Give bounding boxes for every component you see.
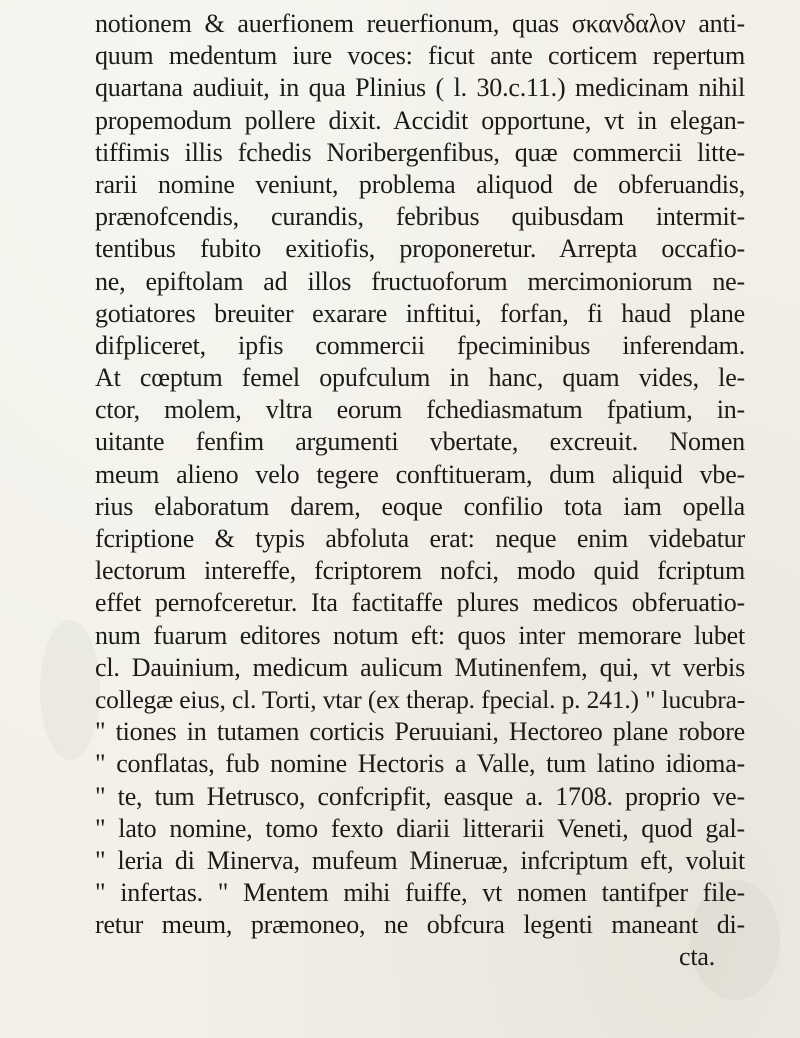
text-line: " te, tum Hetrusco, confcripfit, easque a. 1708. proprio ve- <box>95 781 745 811</box>
paper-stain <box>40 620 100 760</box>
text-line: cl. Dauinium, medicum aulicum Mutinenfem, qui, vt verbis <box>95 652 745 682</box>
text-line: uitante fenfim argumenti vbertate, excreuit. Nomen <box>95 427 745 457</box>
text-line: prænofcendis, curandis, febribus quibusdam intermit- <box>95 202 745 232</box>
text-line: rius elaboratum darem, eoque confilio tota iam opella <box>95 491 745 521</box>
text-line: difpliceret, ipfis commercii fpeciminibus inferendam. <box>95 330 745 360</box>
text-line: notionem & auerfionem reuerfionum, quas σκανδαλον anti- <box>95 9 745 38</box>
text-line: fcriptione & typis abfoluta erat: neque enim videbatur <box>95 524 745 553</box>
text-line: tiffimis illis fchedis Noribergenfibus, quæ commercii litte- <box>95 137 745 167</box>
text-line: " tiones in tutamen corticis Peruuiani, Hectoreo plane robore <box>95 717 745 747</box>
text-line: quum medentum iure voces: ficut ante corticem repertum <box>95 41 745 71</box>
text-line: rarii nomine veniunt, problema aliquod de obferuandis, <box>95 169 745 199</box>
catchword: cta. <box>678 942 715 972</box>
text-line: gotiatores breuiter exarare inftitui, forfan, fi haud plane <box>95 298 745 328</box>
text-line: tentibus fubito exitiofis, proponeretur. Arrepta occafio- <box>95 234 745 264</box>
text-line: num fuarum editores notum eft: quos inter memorare lubet <box>95 620 745 650</box>
text-line: At cœptum femel opufculum in hanc, quam vides, le- <box>95 363 745 393</box>
body-text <box>95 8 745 974</box>
text-line: collegæ eius, cl. Torti, vtar (ex therap. fpecial. p. 241.) " lucubra- <box>95 684 745 714</box>
text-line: meum alieno velo tegere conftitueram, dum aliquid vbe- <box>95 459 745 489</box>
text-line: ctor, molem, vltra eorum fchediasmatum fpatium, in- <box>95 395 745 425</box>
text-line: effet pernofceretur. Ita factitaffe plures medicos obferuatio- <box>95 588 745 618</box>
text-line: quartana audiuit, in qua Plinius ( l. 30.c.11.) medicinam nihil <box>95 73 745 103</box>
text-line: " infertas. " Mentem mihi fuiffe, vt nomen tantifper file- <box>95 878 745 908</box>
text-line: " leria di Minerva, mufeum Mineruæ, infcriptum eft, voluit <box>95 845 745 875</box>
text-line: " lato nomine, tomo fexto diarii litterarii Veneti, quod gal- <box>95 813 745 843</box>
text-line: ne, epiftolam ad illos fructuoforum mercimoniorum ne- <box>95 266 745 296</box>
text-line: propemodum pollere dixit. Accidit opportune, vt in elegan- <box>95 105 745 135</box>
text-line: " conflatas, fub nomine Hectoris a Valle, tum latino idioma- <box>95 749 745 779</box>
text-line: lectorum intereffe, fcriptorem nofci, modo quid fcriptum <box>95 556 745 586</box>
text-line: retur meum, præmoneo, ne obfcura legenti maneant di- <box>95 910 745 940</box>
